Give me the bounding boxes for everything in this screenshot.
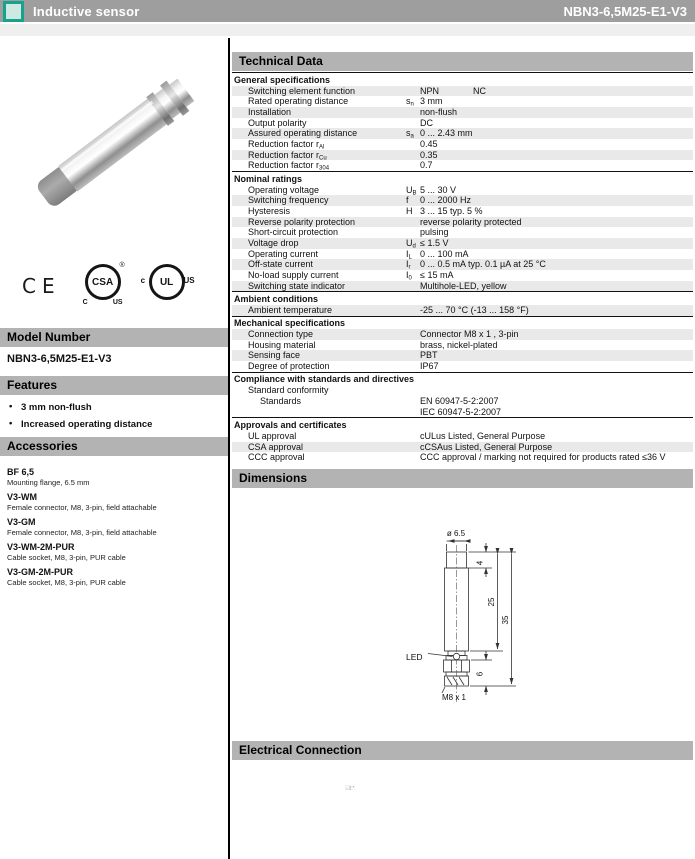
spec-value: reverse polarity protected bbox=[420, 216, 522, 227]
spec-label: Short-circuit protection bbox=[248, 227, 339, 238]
technical-data-header: Technical Data bbox=[232, 52, 693, 71]
spec-label: Installation bbox=[248, 106, 292, 117]
spec-row bbox=[232, 160, 693, 171]
dim-tip-label: 4 bbox=[475, 560, 485, 566]
section-header-general: General specifications bbox=[232, 72, 693, 86]
spec-row bbox=[232, 217, 693, 228]
accessory-item bbox=[7, 542, 223, 562]
spec-symbol: H bbox=[406, 205, 413, 216]
spec-row bbox=[232, 185, 693, 196]
spec-row bbox=[232, 361, 693, 372]
spec-symbol: $U_d$ bbox=[406, 237, 416, 250]
accessories-list bbox=[7, 462, 223, 587]
spec-value: 0.45 bbox=[420, 138, 438, 149]
spec-row bbox=[232, 86, 693, 97]
spec-label: Operating voltage bbox=[248, 184, 320, 195]
spec-row bbox=[232, 259, 693, 270]
accessory-name: V3-WM-2M-PUR bbox=[7, 542, 75, 552]
spec-label: Sensing face bbox=[248, 350, 301, 361]
l-minus-label: L- bbox=[354, 789, 355, 791]
header-model-number: NBN3-6,5M25-E1-V3 bbox=[563, 3, 687, 19]
spec-label: Switching element function bbox=[248, 85, 356, 96]
spec-row bbox=[232, 195, 693, 206]
spec-row bbox=[232, 270, 693, 281]
spec-value: 0 ... 0.5 mA typ. 0.1 µA at 25 °C bbox=[420, 259, 546, 270]
ul-mark: c UL US bbox=[145, 262, 189, 310]
spec-value: pulsing bbox=[420, 227, 449, 238]
spec-label: Hysteresis bbox=[248, 205, 291, 216]
spec-value-2: NC bbox=[473, 85, 486, 96]
spec-value: EN 60947-5-2:2007 bbox=[420, 396, 499, 406]
spec-value: 0 ... 2000 Hz bbox=[420, 195, 472, 206]
spec-row bbox=[232, 139, 693, 150]
spec-value: 0.35 bbox=[420, 149, 438, 160]
accessory-item bbox=[7, 467, 223, 487]
spec-value: NPN bbox=[420, 85, 440, 96]
wiring-diagram bbox=[345, 785, 495, 857]
spec-symbol: $s_n$ bbox=[406, 96, 414, 108]
led-label: LED bbox=[406, 652, 423, 662]
spec-value: cCSAus Listed, General Purpose bbox=[420, 441, 553, 452]
spec-label: UL approval bbox=[248, 430, 297, 441]
spec-value: brass, nickel-plated bbox=[420, 339, 498, 350]
sensor-photo-image bbox=[8, 42, 220, 247]
spec-value: 0 ... 2.43 mm bbox=[420, 128, 473, 139]
spec-label: Standards bbox=[260, 396, 302, 406]
spec-row bbox=[232, 281, 693, 292]
spec-label: Assured operating distance bbox=[248, 128, 358, 139]
spec-row bbox=[232, 96, 693, 107]
spec-row bbox=[232, 442, 693, 453]
dim-body-label: 25 bbox=[487, 597, 496, 607]
spec-value: IEC 60947-5-2:2007 bbox=[420, 406, 502, 417]
features-list bbox=[7, 402, 221, 436]
electrical-connection-header: Electrical Connection bbox=[232, 741, 693, 760]
accessory-name: V3-GM bbox=[7, 517, 36, 527]
section-header-approvals: Approvals and certificates bbox=[232, 417, 693, 431]
ce-mark: CE bbox=[22, 274, 61, 298]
csa-mark: CSA ® C US bbox=[82, 262, 125, 306]
spec-value: 3 mm bbox=[420, 96, 443, 107]
spec-value: ≤ 1.5 V bbox=[420, 237, 449, 248]
accessory-name: V3-GM-2M-PUR bbox=[7, 567, 74, 577]
spec-label: Reduction factor $r_{304}$ bbox=[248, 160, 330, 172]
right-column bbox=[232, 52, 693, 859]
dim-total-label: 35 bbox=[501, 615, 510, 625]
accessory-name: BF 6,5 bbox=[7, 467, 35, 477]
spec-row bbox=[232, 329, 693, 340]
spec-value: cULus Listed, General Purpose bbox=[420, 430, 546, 441]
spec-label: Reduction factor $r_{Cu}$ bbox=[248, 149, 327, 162]
spec-label: Voltage drop bbox=[248, 237, 299, 248]
product-type-title: Inductive sensor bbox=[33, 3, 140, 19]
section-header-nominal: Nominal ratings bbox=[232, 171, 693, 185]
spec-row bbox=[232, 385, 693, 396]
spec-row bbox=[232, 396, 693, 407]
left-column bbox=[0, 22, 228, 859]
spec-label: Housing material bbox=[248, 339, 316, 350]
spec-value: PBT bbox=[420, 350, 438, 361]
spec-symbol: $I_r$ bbox=[406, 259, 411, 271]
spec-row bbox=[232, 340, 693, 351]
accessory-desc: Cable socket, M8, 3-pin, PUR cable bbox=[7, 553, 126, 562]
spec-value: 0.7 bbox=[420, 160, 433, 171]
spec-value: Connector M8 x 1 , 3-pin bbox=[420, 329, 519, 340]
spec-value: ≤ 15 mA bbox=[420, 270, 454, 280]
accessories-header: Accessories bbox=[0, 437, 228, 456]
product-photo bbox=[8, 42, 220, 247]
model-number-value: NBN3-6,5M25-E1-V3 bbox=[7, 353, 112, 365]
spec-value: 3 ... 15 typ. 5 % bbox=[420, 205, 483, 216]
feature-item: • 3 mm non-flush bbox=[7, 402, 221, 413]
spec-value: IP67 bbox=[420, 361, 439, 372]
section-header-ambient: Ambient conditions bbox=[232, 291, 693, 305]
section-header-compliance: Compliance with standards and directives bbox=[232, 372, 693, 386]
spec-label: Standard conformity bbox=[248, 385, 329, 396]
accessory-desc: Female connector, M8, 3-pin, field attachable bbox=[7, 503, 157, 512]
accessory-name: V3-WM bbox=[7, 492, 37, 502]
dimension-drawing bbox=[393, 525, 541, 717]
model-number-header: Model Number bbox=[0, 328, 228, 347]
sensor-body bbox=[58, 98, 168, 192]
ul-circle-icon: UL bbox=[149, 264, 185, 300]
pin3-label: 3 bbox=[349, 789, 351, 791]
accessory-desc: Female connector, M8, 3-pin, field attachable bbox=[7, 528, 157, 537]
certification-marks bbox=[22, 260, 222, 312]
spec-symbol: f bbox=[406, 195, 409, 206]
spec-symbol: $U_B$ bbox=[406, 184, 417, 196]
spec-value: non-flush bbox=[420, 106, 458, 117]
spec-value: 0 ... 100 mA bbox=[420, 248, 469, 259]
spec-value: DC bbox=[420, 117, 433, 128]
feature-item: • Increased operating distance bbox=[7, 419, 221, 430]
accessory-desc: Mounting flange, 6.5 mm bbox=[7, 478, 90, 487]
features-header: Features bbox=[0, 376, 228, 395]
spec-value: Multihole-LED, yellow bbox=[420, 280, 507, 291]
accessory-desc: Cable socket, M8, 3-pin, PUR cable bbox=[7, 578, 126, 587]
spec-label: Degree of protection bbox=[248, 361, 330, 372]
spec-symbol: $I_L$ bbox=[406, 248, 412, 261]
spec-value: -25 ... 70 °C (-13 ... 158 °F) bbox=[420, 304, 529, 315]
spec-value: 5 ... 30 V bbox=[420, 184, 457, 195]
spec-row bbox=[232, 350, 693, 361]
spec-row bbox=[232, 107, 693, 118]
spec-label: Ambient temperature bbox=[248, 304, 333, 315]
spec-row bbox=[232, 407, 693, 418]
spec-label: Reverse polarity protection bbox=[248, 216, 356, 227]
spec-label: Reduction factor $r_{Al}$ bbox=[248, 138, 325, 151]
spec-row bbox=[232, 305, 693, 316]
spec-row bbox=[232, 431, 693, 442]
l-plus-label: L+ bbox=[354, 786, 356, 788]
spec-label: Connection type bbox=[248, 329, 314, 340]
spec-row bbox=[232, 128, 693, 139]
column-divider bbox=[228, 38, 230, 859]
csa-circle-icon: CSA bbox=[85, 264, 121, 300]
spec-row bbox=[232, 249, 693, 260]
spec-label: Rated operating distance bbox=[248, 96, 349, 107]
load-resistor-icon bbox=[353, 787, 354, 788]
accessory-item bbox=[7, 492, 223, 512]
spec-row bbox=[232, 206, 693, 217]
accessory-item bbox=[7, 517, 223, 537]
pin4-label: 4 bbox=[349, 787, 351, 789]
spec-value: CCC approval / marking not required for products rated ≤36 V bbox=[420, 452, 666, 463]
spec-symbol: $I_0$ bbox=[406, 270, 412, 282]
spec-row bbox=[232, 150, 693, 161]
spec-label: Switching frequency bbox=[248, 195, 329, 206]
spec-label: Operating current bbox=[248, 248, 319, 259]
top-header-bar bbox=[0, 0, 695, 22]
section-header-mechanical: Mechanical specifications bbox=[232, 316, 693, 330]
spec-label: CSA approval bbox=[248, 441, 304, 452]
thread-label: M8 x 1 bbox=[442, 693, 467, 702]
accessory-item bbox=[7, 567, 223, 587]
spec-row bbox=[232, 452, 693, 463]
spec-symbol: $s_a$ bbox=[406, 128, 414, 140]
spec-label: Output polarity bbox=[248, 117, 307, 128]
dim-diameter-label: ø 6.5 bbox=[446, 529, 466, 538]
spec-row bbox=[232, 118, 693, 129]
spec-row bbox=[232, 227, 693, 238]
spec-label: Switching state indicator bbox=[248, 280, 346, 291]
spec-label: No-load supply current bbox=[248, 270, 339, 280]
spec-row bbox=[232, 238, 693, 249]
dim-connector-label: 6 bbox=[475, 671, 485, 677]
pin1-label: 1 bbox=[349, 785, 351, 787]
spec-label: CCC approval bbox=[248, 452, 305, 463]
brand-mark-icon bbox=[3, 1, 24, 22]
dimensions-header: Dimensions bbox=[232, 469, 693, 488]
spec-table bbox=[232, 72, 693, 463]
spec-label: Off-state current bbox=[248, 259, 313, 270]
